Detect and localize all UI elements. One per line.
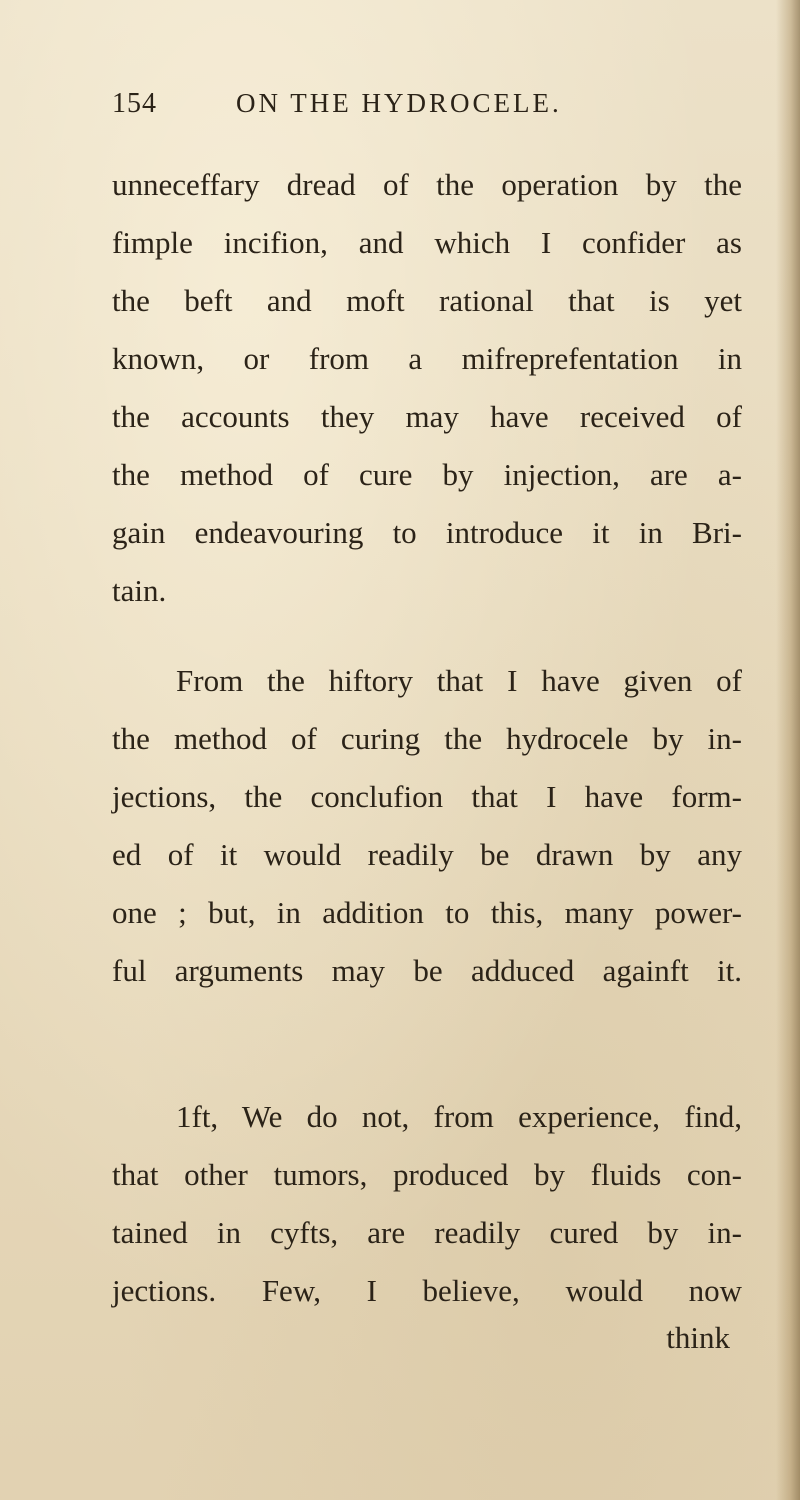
- text-line: that other tumors, produced by fluids con-: [112, 1157, 742, 1192]
- text-line: 1ft, We do not, from experience, find,: [176, 1099, 742, 1134]
- text-line: the method of curing the hydrocele by in-: [112, 721, 742, 756]
- text-line: jections. Few, I believe, would now: [112, 1273, 742, 1308]
- page-number: 154: [112, 88, 157, 119]
- text-line: ed of it would readily be drawn by any: [112, 837, 742, 872]
- page-header: [112, 88, 672, 132]
- text-line: tained in cyfts, are readily cured by in-: [112, 1215, 742, 1250]
- text-line: the beft and moft rational that is yet: [112, 283, 742, 318]
- text-line: unneceffary dread of the operation by the: [112, 167, 742, 202]
- text-line: ful arguments may be adduced againft it.: [112, 953, 742, 988]
- paragraph-2: [112, 652, 742, 1000]
- text-line: From the hiftory that I have given of: [176, 663, 742, 698]
- paragraph-3: [112, 1088, 742, 1320]
- page-edge-shadow: [776, 0, 800, 1500]
- catchword: think: [666, 1320, 730, 1355]
- text-line: gain endeavouring to introduce it in Bri-: [112, 515, 742, 550]
- text-line: the accounts they may have received of: [112, 399, 742, 434]
- paragraph-1: [112, 156, 742, 620]
- running-head: ON THE HYDROCELE.: [236, 88, 562, 118]
- text-line: one ; but, in addition to this, many power-: [112, 895, 742, 930]
- text-line: tain.: [112, 573, 167, 608]
- text-line: the method of cure by injection, are a-: [112, 457, 742, 492]
- text-line: fimple incifion, and which I confider as: [112, 225, 742, 260]
- text-line: jections, the conclufion that I have form-: [112, 779, 742, 814]
- text-line: known, or from a mifreprefentation in: [112, 341, 742, 376]
